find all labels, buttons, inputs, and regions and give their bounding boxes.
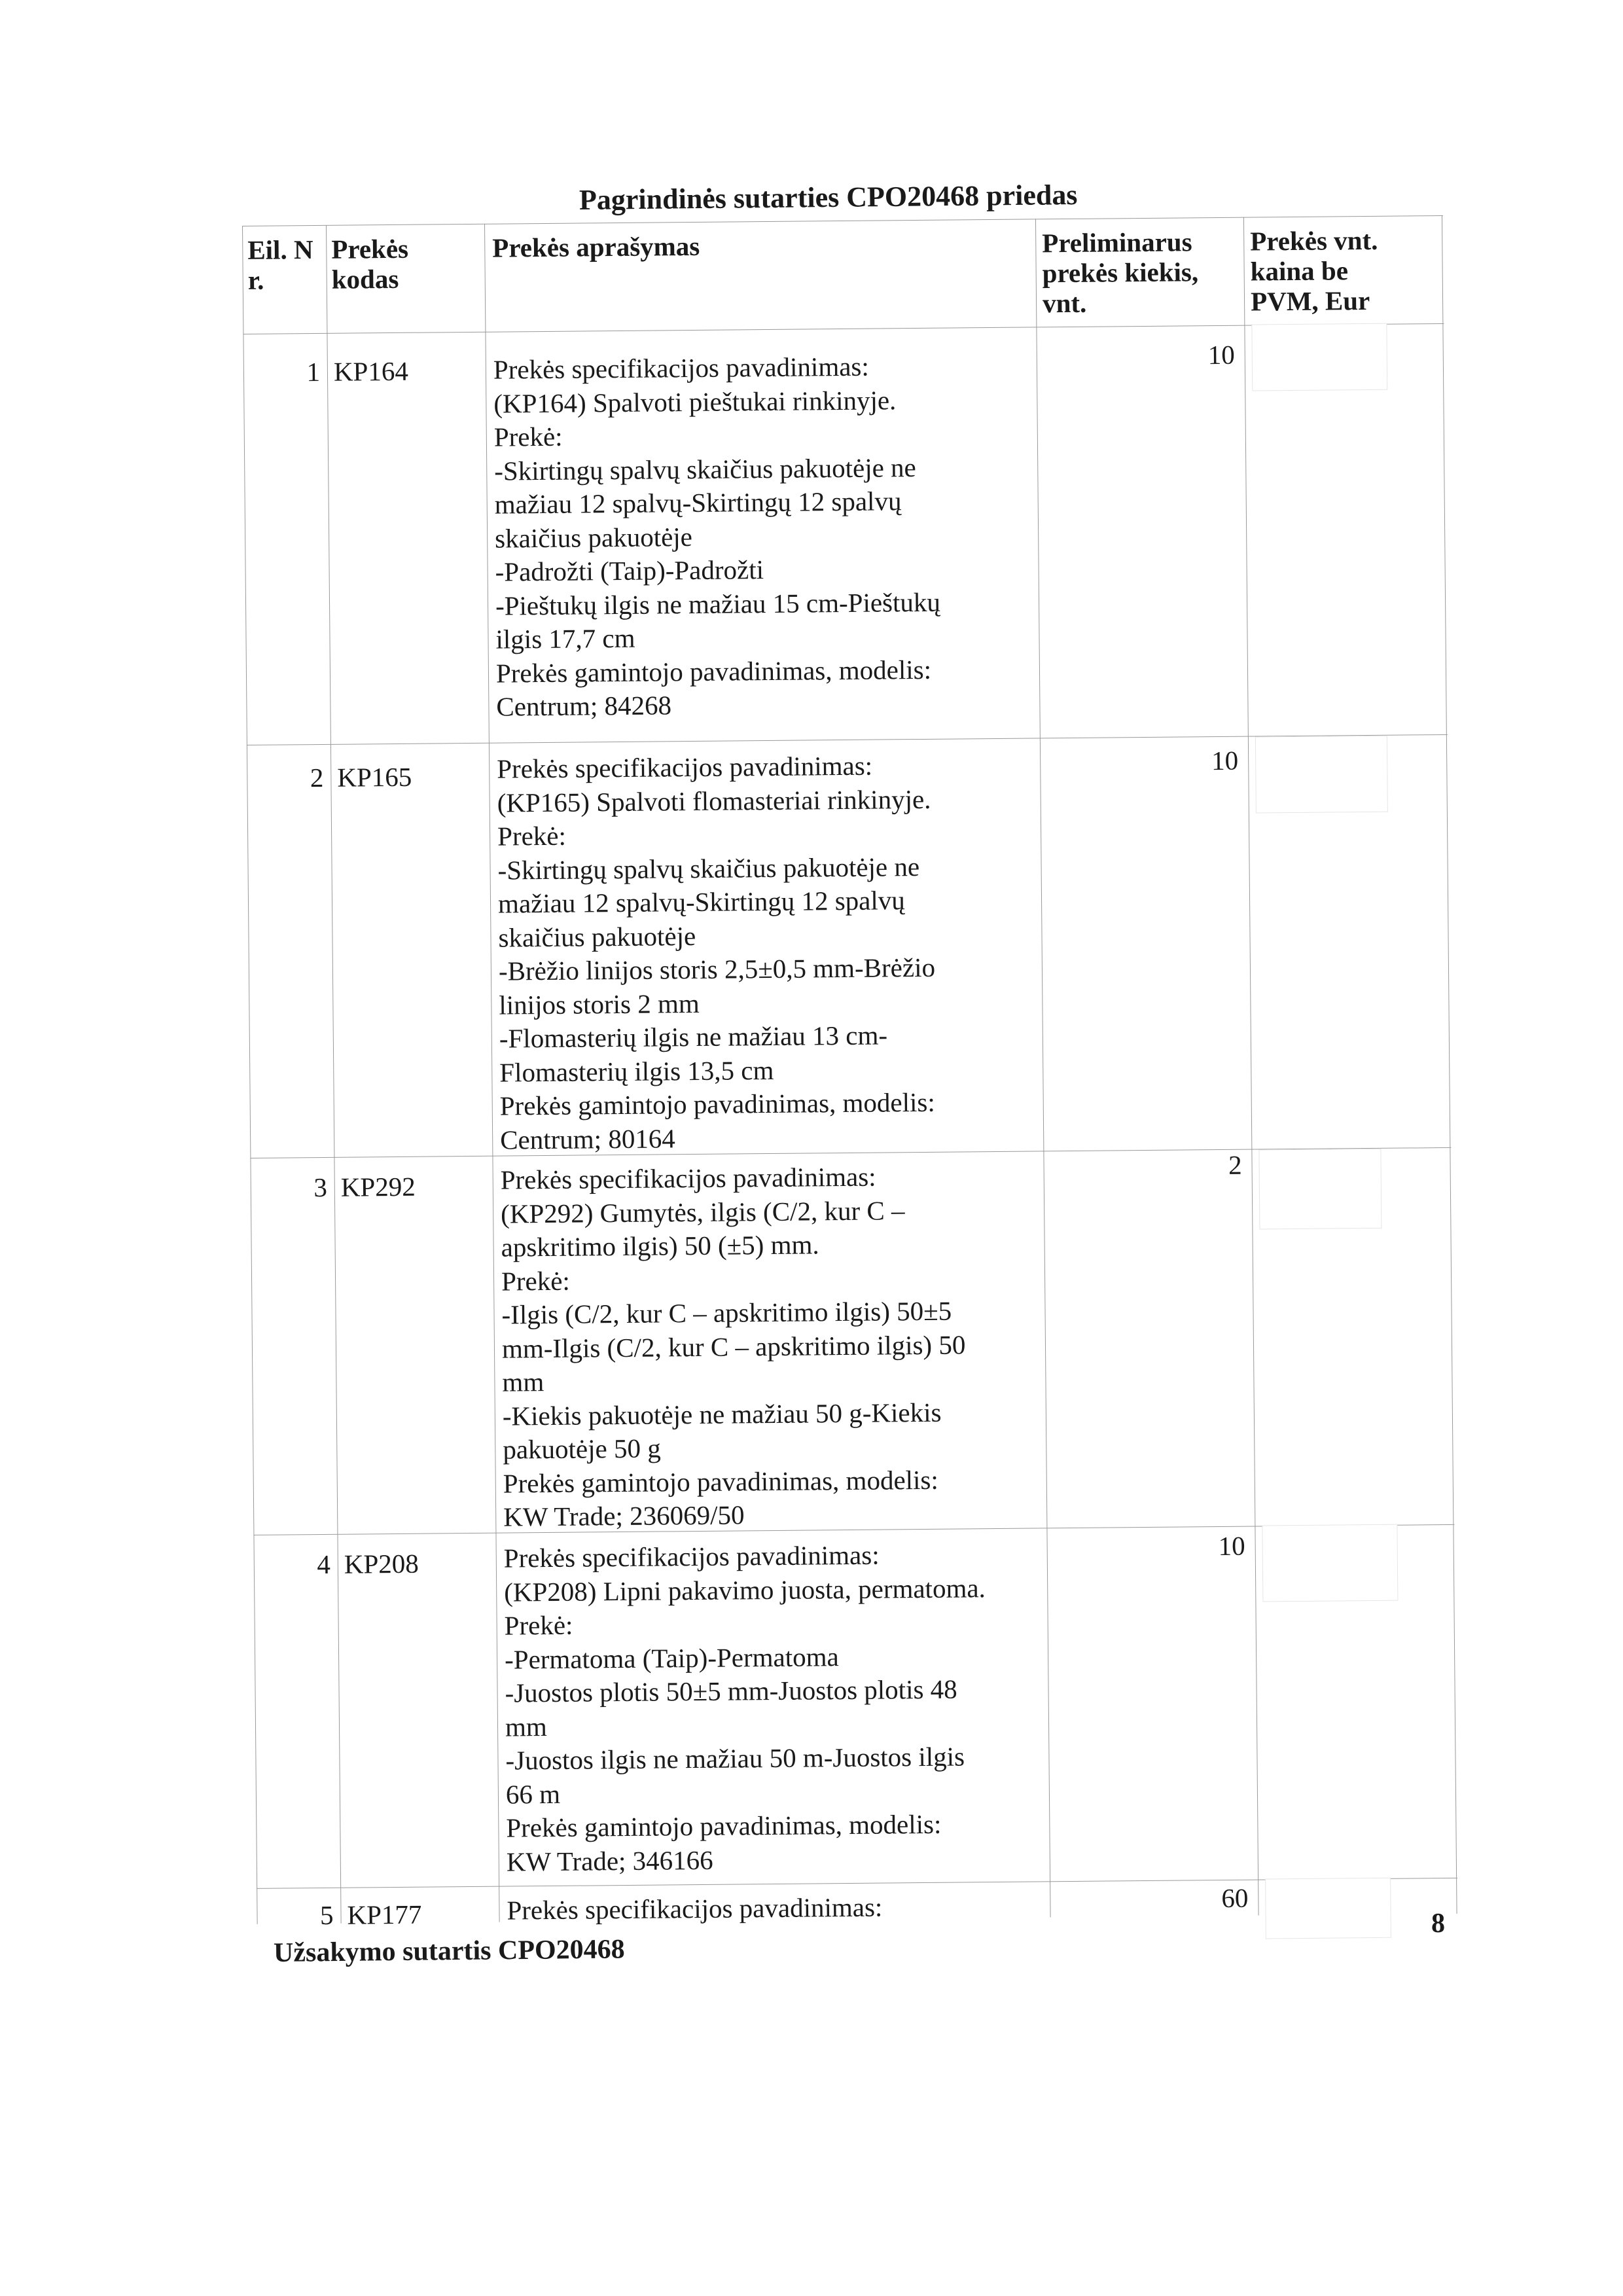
item-description: Prekės specifikacijos pavadinimas: (KP165) Spalvoti flomasteriai rinkinyje. Prekė: -Skirtingų spalvų skaičius pakuotėje ne mažiau 12 spalvų-Skirtingų 12 spalvų skaičius pakuotėje -Brėžio linijos storis 2,5±0,5 mm-Brėžio linijos storis 2 mm -Flomasterių ilgis ne mažiau 13 cm- Flomasterių ilgis 13,5 cm Prekės gamintojo pavadinimas, modelis: Centrum; 80164 — [497, 750, 936, 1155]
item-description: Prekės specifikacijos pavadinimas: (KP208) Lipni pakavimo juosta, permatoma. Prekė: -Permatoma (Taip)-Permatoma -Juostos plotis 50±5 mm-Juostos plotis 48 mm -Juostos ilgis ne mažiau 50 m-Juostos ilgis 66 m Prekės gamintojo pavadinimas, modelis: KW Trade; 346166 — [503, 1539, 986, 1877]
item-quantity: 10 — [1207, 339, 1235, 370]
document-title: Pagrindinės sutarties CPO20468 priedas — [579, 179, 1078, 216]
redacted-price — [1259, 1149, 1381, 1229]
item-code: KP208 — [344, 1548, 419, 1579]
header-item-description: Prekės aprašymas — [492, 230, 700, 263]
item-quantity: 10 — [1218, 1530, 1245, 1562]
row-number: 2 — [310, 762, 324, 793]
item-quantity: 60 — [1221, 1882, 1249, 1914]
redacted-price — [1262, 1525, 1397, 1602]
row-divider — [242, 215, 1443, 226]
item-code: KP292 — [340, 1171, 416, 1202]
redacted-price — [1256, 736, 1387, 813]
column-divider — [326, 225, 342, 1924]
table-border-right — [1442, 215, 1457, 1914]
item-code: KP177 — [347, 1899, 422, 1930]
table-border-left — [242, 226, 258, 1924]
items-table — [242, 215, 1458, 1931]
row-number: 4 — [317, 1549, 331, 1580]
document-footer: Užsakymo sutartis CPO20468 — [273, 1934, 625, 1968]
item-quantity: 10 — [1211, 745, 1239, 776]
item-code: KP164 — [333, 355, 409, 387]
page-number: 8 — [1431, 1909, 1445, 1939]
header-quantity: Preliminarus prekės kiekis, vnt. — [1042, 226, 1199, 319]
row-number: 3 — [313, 1172, 328, 1203]
item-description: Prekės specifikacijos pavadinimas: (KP164) Spalvoti pieštukai rinkinyje. Prekė: -Skirtingų spalvų skaičius pakuotėje ne mažiau 12 spalvų-Skirtingų 12 spalvų skaičius pakuotėje -Padrožti (Taip)-Padrožti -Pieštukų ilgis ne mažiau 15 cm-Pieštukų ilgis 17,7 cm Prekės gamintojo pavadinimas, modelis: Centrum; 84268 — [493, 351, 941, 722]
header-item-code: Prekės kodas — [331, 233, 409, 295]
redacted-price — [1266, 1878, 1391, 1939]
item-quantity: 2 — [1228, 1149, 1242, 1180]
column-divider — [1243, 217, 1259, 1916]
item-code: KP165 — [337, 761, 412, 793]
item-description: Prekės specifikacijos pavadinimas: (KP292) Gumytės, ilgis (C/2, kur C – apskritimo ilgis) 50 (±5) mm. Prekė: -Ilgis (C/2, kur C – apskritimo ilgis) 50±5 mm-Ilgis (C/2, kur C – apskritimo ilgis) 50 mm -Kiekis pakuotėje ne mažiau 50 g-Kiekis pakuotėje 50 g Prekės gamintojo pavadinimas, modelis: KW Trade; 236069/50 — [500, 1161, 966, 1532]
row-number: 1 — [306, 356, 321, 387]
header-unit-price: Prekės vnt. kaina be PVM, Eur — [1250, 224, 1378, 317]
header-row-number: Eil. N r. — [247, 234, 313, 295]
row-number: 5 — [319, 1899, 334, 1931]
column-divider — [1035, 219, 1051, 1917]
item-description: Prekės specifikacijos pavadinimas: — [507, 1892, 883, 1926]
redacted-price — [1252, 324, 1387, 391]
